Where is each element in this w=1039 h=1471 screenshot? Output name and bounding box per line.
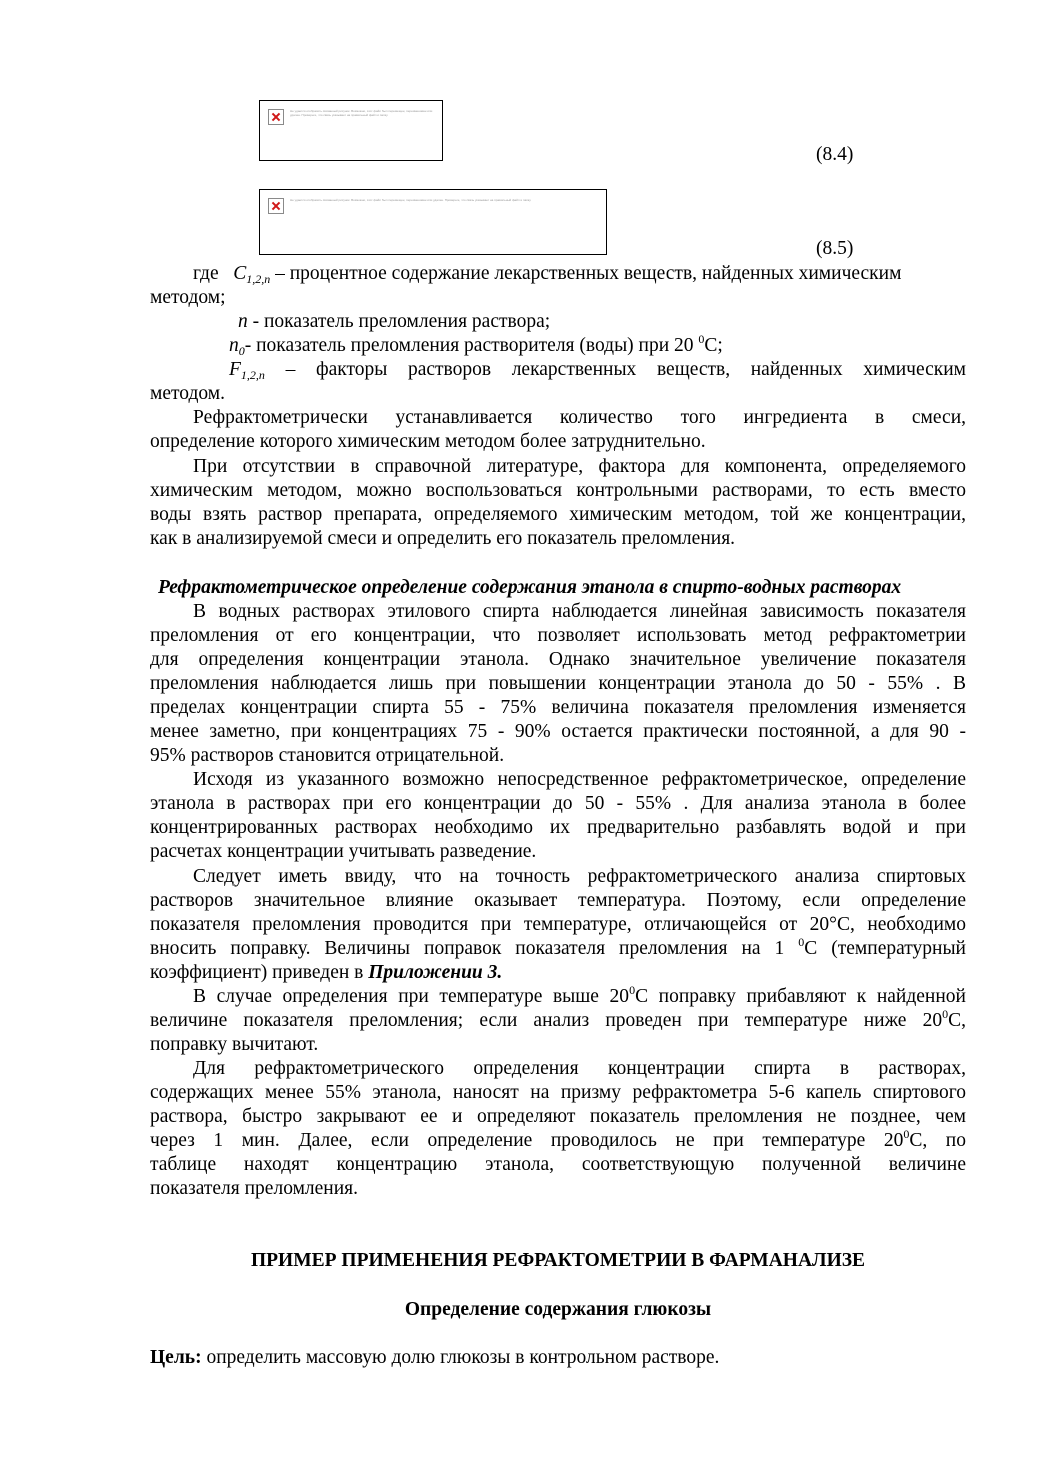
n-symbol: n — [238, 311, 248, 332]
p3-l5-text: коэффициент) приведен в — [150, 962, 364, 983]
legend-n — [238, 310, 966, 334]
legend-f-cont: методом. — [150, 383, 225, 404]
para2-line3: воды взять раствор препарата, определяемого химическим методом, той же концентрации, — [150, 504, 966, 525]
f-subscript: 1,2,n — [240, 368, 265, 382]
degree-sup: 0 — [798, 935, 805, 949]
ethanol-p2-line3: концентрированных растворах необходимо их предварительно разбавлять водой и при — [150, 817, 966, 838]
legend-n0 — [229, 334, 966, 358]
para2-line2: химическим методом, можно воспользоваться контрольными растворами, то есть вместо — [150, 480, 966, 501]
p4-l2-unit: С, — [948, 1010, 966, 1031]
ethanol-p2-line4: расчетах концентрации учитывать разведение. — [150, 841, 537, 862]
goal-text: определить массовую долю глюкозы в контрольном растворе. — [206, 1347, 720, 1368]
ethanol-p1-line1: В водных растворах этилового спирта наблюдается линейная зависимость показателя — [193, 601, 966, 622]
ethanol-p2-line2: этанола в растворах при его концентрации до 50 - 55% . Для анализа этанола в более — [150, 793, 966, 814]
ethanol-p1-line6: менее заметно, при концентрациях 75 - 90% остается практически постоянной, а для 90 - — [150, 721, 966, 742]
n0-subscript: 0 — [238, 344, 245, 358]
ethanol-p4-line3: поправку вычитают. — [150, 1034, 319, 1055]
degree-sup: 0 — [903, 1127, 910, 1141]
degree-sup: 0 — [942, 1007, 949, 1021]
n0-unit: С; — [704, 335, 723, 356]
n0-degree: 0 — [698, 332, 705, 346]
section-title-example: ПРИМЕР ПРИМЕНЕНИЯ РЕФРАКТОМЕТРИИ В ФАРМАНАЛИЗЕ — [250, 1250, 866, 1271]
ethanol-p3-line5 — [150, 961, 966, 985]
broken-image-message: Не удается отобразить связанный рисунок. Возможно, этот файл был перемещен, переименован или удален. Проверьте, что связь указывает на правильный файл и папку. — [290, 109, 433, 117]
p3-l4-text: вносить поправку. Величины поправок показателя преломления на 1 — [150, 938, 785, 959]
broken-image-icon — [268, 109, 284, 125]
ethanol-p3-line1: Следует иметь ввиду, что на точность рефрактометрического анализа спиртовых — [193, 866, 966, 887]
f-symbol: F — [229, 359, 241, 380]
broken-image-icon — [268, 198, 284, 214]
section-heading-ethanol: Рефрактометрическое определение содержания этанола в спирто-водных растворах — [158, 577, 902, 598]
ethanol-p1-line2: преломления от его концентрации, что позволяет использовать метод рефрактометрии — [150, 625, 966, 646]
ethanol-p5-line2: содержащих менее 55% этанола, наносят на призму рефрактометра 5-6 капель спиртового — [150, 1082, 966, 1103]
section-subtitle-glucose: Определение содержания глюкозы — [404, 1299, 712, 1320]
goal-label: Цель: — [150, 1347, 202, 1368]
ethanol-p4-line1 — [193, 985, 966, 1009]
ethanol-p2-line1: Исходя из указанного возможно непосредственное рефрактометрическое, определение — [193, 769, 966, 790]
ethanol-p1-line3: для определения концентрации этанола. Однако значительное увеличение показателя — [150, 649, 966, 670]
ethanol-p5-line5: таблице находят концентрацию этанола, соответствующую полученной величине — [150, 1154, 966, 1175]
para1-line1: Рефрактометрически устанавливается количество того ингредиента в смеси, — [193, 407, 966, 428]
legend-c — [193, 262, 966, 286]
legend-where: где — [193, 263, 219, 284]
legend-c-cont: методом; — [150, 287, 226, 308]
ethanol-p1-line5: пределах концентрации спирта 55 - 75% величина показателя преломления изменяется — [150, 697, 966, 718]
ethanol-p4-line2 — [150, 1009, 966, 1033]
n-definition: - показатель преломления раствора; — [252, 311, 551, 332]
ethanol-p3-line3: показателя преломления проводится при температуре, отличающейся от 20°С, необходимо — [150, 914, 966, 935]
ethanol-p5-line1: Для рефрактометрического определения концентрации спирта в растворах, — [193, 1058, 966, 1079]
p4-l2-text: величине показателя преломления; если анализ проведен при температуре ниже 20 — [150, 1010, 943, 1031]
broken-image-message: Не удается отобразить связанный рисунок. Возможно, этот файл был перемещен, переименован или удален. Проверьте, что связь указывает на правильный файл и папку. — [290, 198, 532, 202]
ethanol-p3-line2: растворов значительное влияние оказывает температура. Поэтому, если определение — [150, 890, 966, 911]
p4-l1-text: В случае определения при температуре выше 20 — [193, 986, 630, 1007]
degree-sup: 0 — [629, 983, 636, 997]
c-symbol: C — [233, 263, 247, 284]
p4-l1-rest: С поправку прибавляют к найденной — [635, 986, 966, 1007]
c-definition: – процентное содержание лекарственных веществ, найденных химическим — [275, 263, 902, 284]
n0-definition: - показатель преломления растворителя (воды) при 20 — [244, 335, 694, 356]
equation-number-8-5: (8.5) — [816, 238, 854, 259]
p3-l4-unit: С (температурный — [804, 938, 966, 959]
para1-line2: определение которого химическим методом более затруднительно. — [150, 431, 706, 452]
para2-line4: как в анализируемой смеси и определить его показатель преломления. — [150, 528, 736, 549]
c-subscript: 1,2,n — [246, 272, 271, 286]
ethanol-p5-line3: раствора, быстро закрывают ее и определяют показатель преломления не позднее, чем — [150, 1106, 966, 1127]
p5-l4-text: через 1 мин. Далее, если определение проводилось не при температуре 20 — [150, 1130, 904, 1151]
equation-number-8-4: (8.4) — [816, 144, 854, 165]
appendix-reference: Приложении 3. — [368, 962, 503, 983]
f-definition: – факторы растворов лекарственных веществ, найденных химическим — [285, 359, 967, 380]
ethanol-p1-line4: преломления наблюдается лишь при повышении концентрации этанола до 50 - 55% . В — [150, 673, 966, 694]
legend-f — [229, 358, 966, 382]
goal-line — [150, 1346, 966, 1370]
ethanol-p3-line4 — [150, 937, 966, 961]
ethanol-p1-line7: 95% растворов становится отрицательной. — [150, 745, 505, 766]
formula-image-8-5 — [259, 189, 607, 255]
para2-line1: При отсутствии в справочной литературе, фактора для компонента, определяемого — [193, 456, 966, 477]
n0-symbol: n — [229, 335, 239, 356]
formula-image-8-4 — [259, 100, 443, 161]
ethanol-p5-line6: показателя преломления. — [150, 1178, 359, 1199]
p5-l4-rest: С, по — [909, 1130, 966, 1151]
ethanol-p5-line4 — [150, 1129, 966, 1153]
